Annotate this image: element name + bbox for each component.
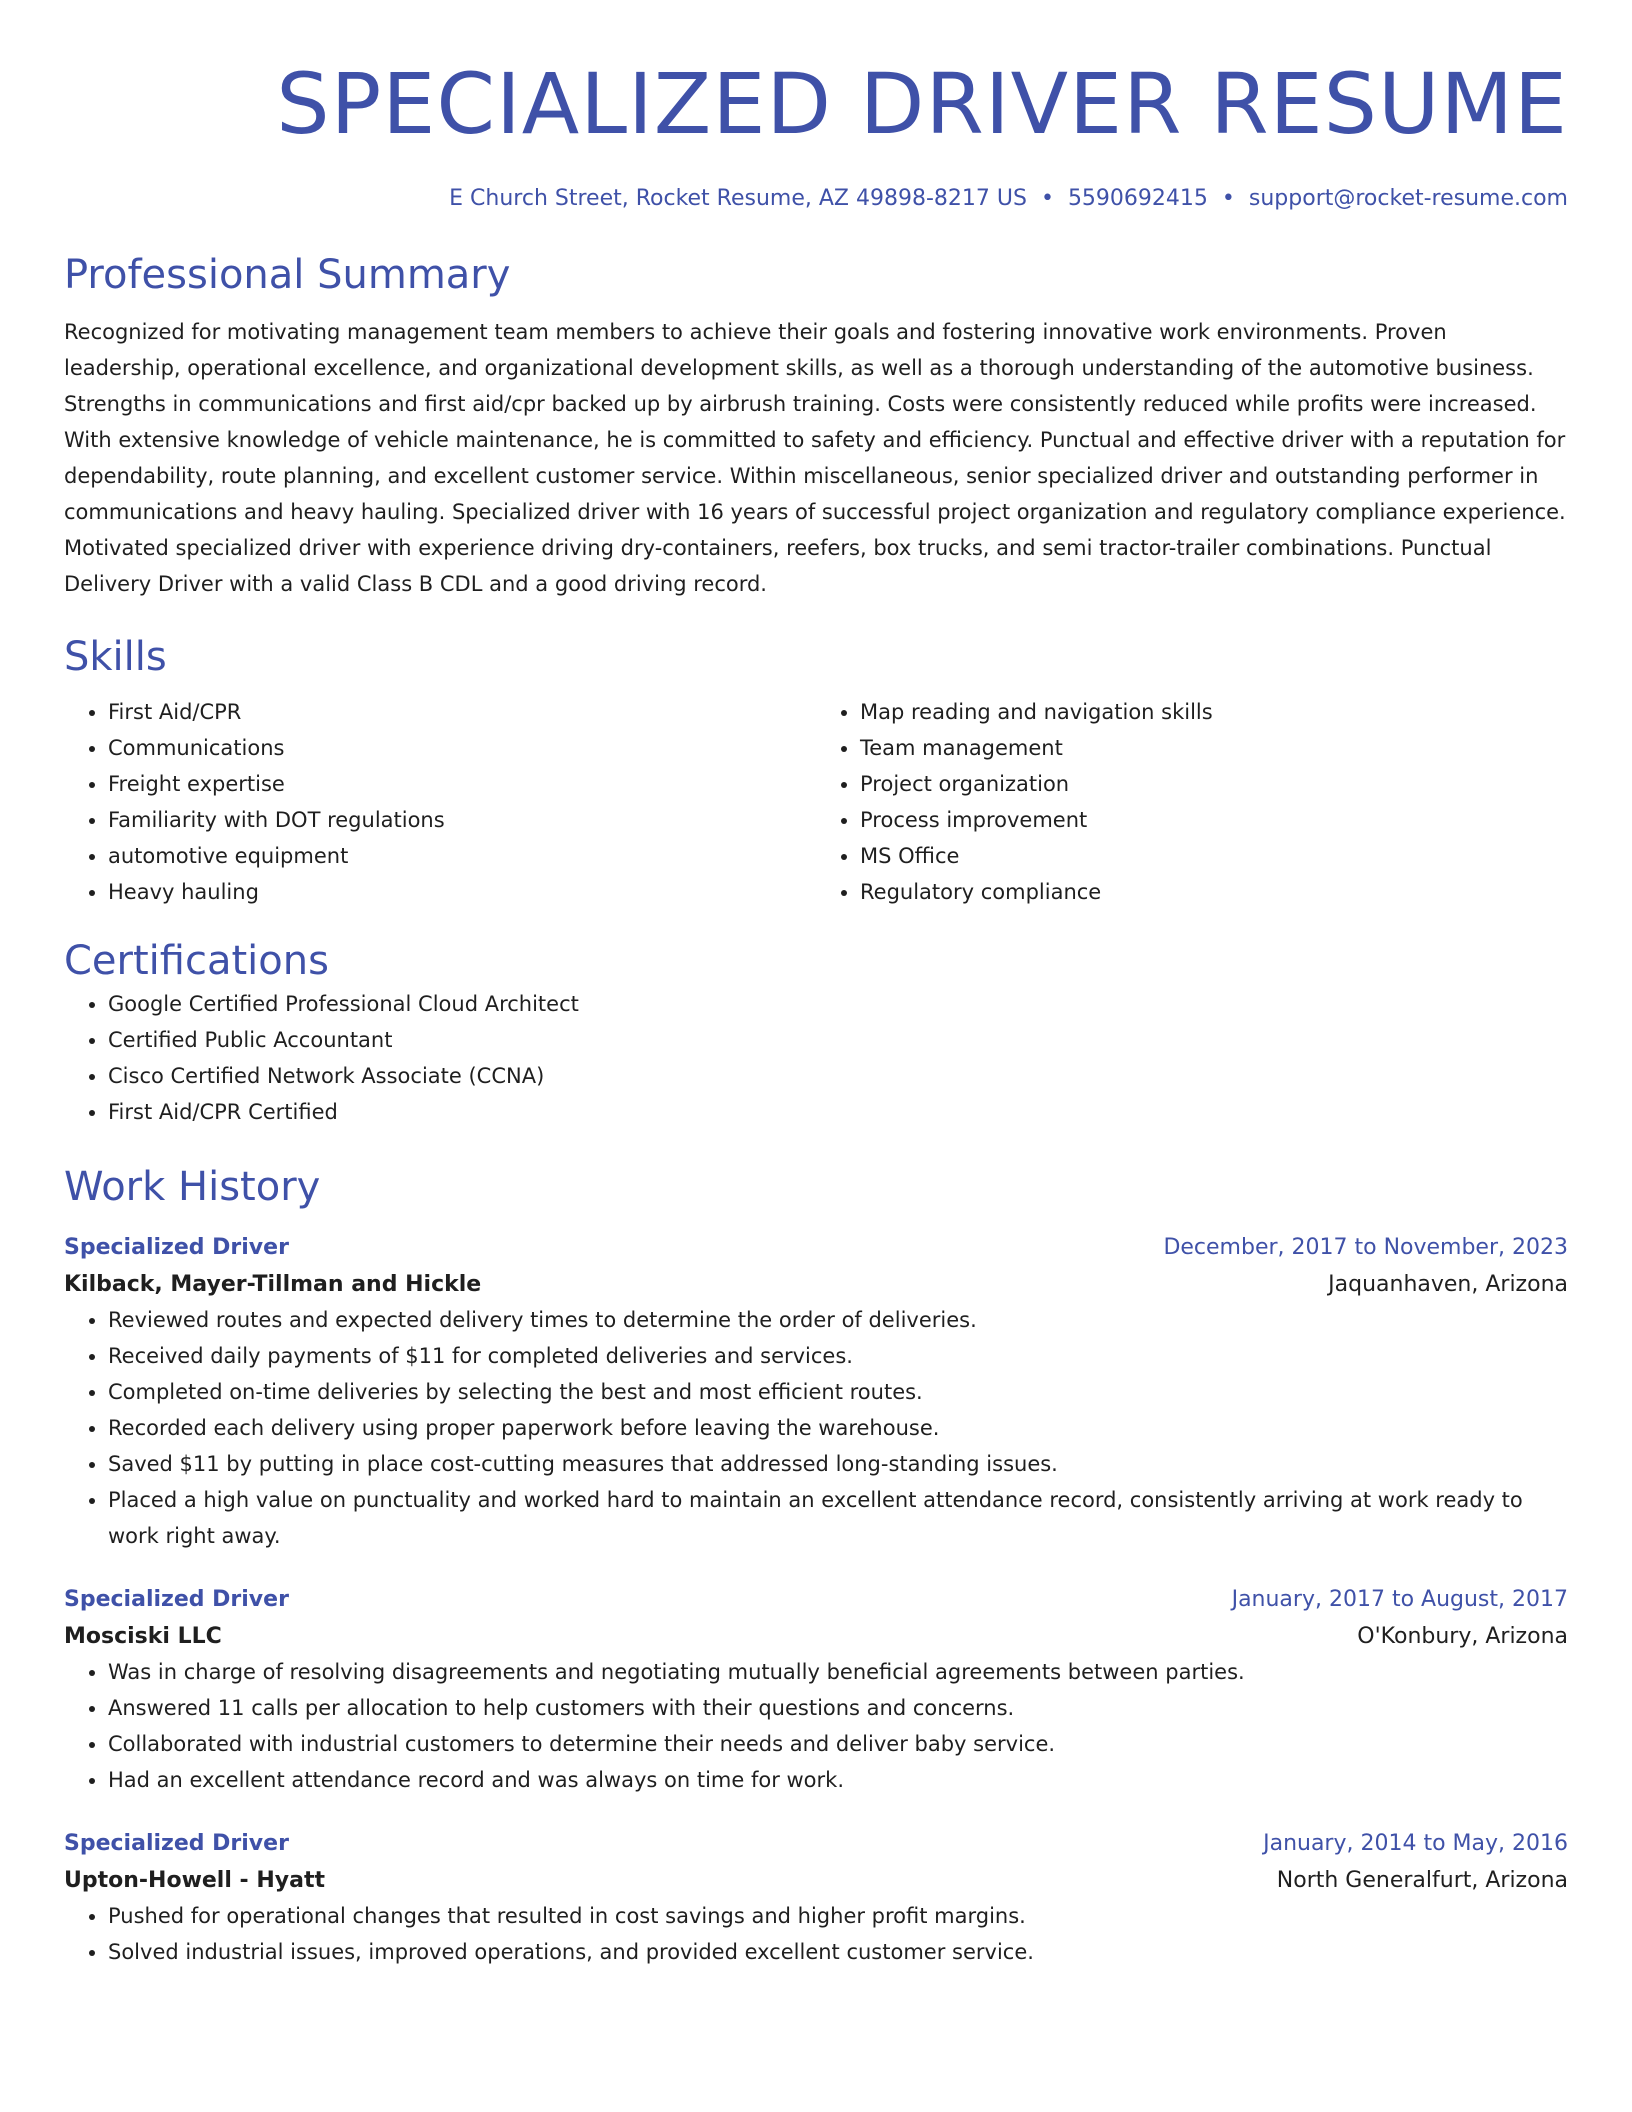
certifications-heading: Certifications — [64, 938, 329, 984]
job-dates: January, 2017 to August, 2017 — [1231, 1587, 1568, 1612]
skill-item: • Heavy hauling — [108, 874, 816, 910]
contact-email[interactable]: support@rocket-resume.com — [1248, 186, 1568, 211]
job-header-row — [64, 1828, 1568, 1860]
resume-name: SPECIALIZED DRIVER RESUME — [276, 55, 1568, 153]
job-title: Specialized Driver — [64, 1235, 289, 1260]
job-entry — [64, 1232, 1568, 1554]
work-history-heading: Work History — [64, 1164, 321, 1210]
job-header-row — [64, 1584, 1568, 1616]
skill-item: • Communications — [108, 730, 816, 766]
job-location: North Generalfurt, Arizona — [1276, 1868, 1568, 1893]
job-bullets — [64, 1302, 1568, 1554]
skill-item: • automotive equipment — [108, 838, 816, 874]
skill-item: • MS Office — [860, 838, 1568, 874]
certification-item: • Google Certified Professional Cloud Architect — [108, 986, 1568, 1022]
job-bullet: • Solved industrial issues, improved operations, and provided excellent customer service. — [108, 1934, 1568, 1970]
job-bullet: • Recorded each delivery using proper paperwork before leaving the warehouse. — [108, 1410, 1568, 1446]
job-bullet: • Completed on-time deliveries by selecting the best and most efficient routes. — [108, 1374, 1568, 1410]
certification-item: • Cisco Certified Network Associate (CCNA) — [108, 1058, 1568, 1094]
skill-item: • Map reading and navigation skills — [860, 694, 1568, 730]
skills-heading: Skills — [64, 634, 167, 680]
job-header-row — [64, 1232, 1568, 1264]
certification-item: • Certified Public Accountant — [108, 1022, 1568, 1058]
job-bullet: • Saved $11 by putting in place cost-cutting measures that addressed long-standing issues. — [108, 1446, 1568, 1482]
job-company-row — [64, 1616, 1568, 1654]
job-dates: December, 2017 to November, 2023 — [1163, 1235, 1568, 1260]
contact-phone[interactable]: 5590692415 — [1067, 186, 1208, 211]
skills-columns — [64, 694, 1568, 910]
job-bullet: • Answered 11 calls per allocation to help customers with their questions and concerns. — [108, 1690, 1568, 1726]
skill-item: • Team management — [860, 730, 1568, 766]
job-bullet: • Pushed for operational changes that resulted in cost savings and higher profit margins. — [108, 1898, 1568, 1934]
skill-item: • Project organization — [860, 766, 1568, 802]
contact-line — [64, 184, 1568, 214]
job-company: Mosciski LLC — [64, 1624, 222, 1649]
job-company: Kilback, Mayer-Tillman and Hickle — [64, 1272, 482, 1297]
job-bullet: • Placed a high value on punctuality and worked hard to maintain an excellent attendance record, consistently arriving at work ready to work right away. — [108, 1482, 1568, 1554]
skill-item: • Process improvement — [860, 802, 1568, 838]
skill-item: • First Aid/CPR — [108, 694, 816, 730]
certifications-list — [64, 986, 1568, 1130]
contact-separator: • — [1040, 186, 1054, 211]
job-title: Specialized Driver — [64, 1587, 289, 1612]
job-company-row — [64, 1860, 1568, 1898]
job-bullet: • Had an excellent attendance record and was always on time for work. — [108, 1762, 1568, 1798]
summary-text: Recognized for motivating management team members to achieve their goals and fostering innovative work environments. Proven leadership, operational excellence, and organizational development skills, as well as a thorough understanding of the automotive business. Strengths in communications and first aid/cpr backed up by airbrush training. Costs were consistently reduced while profits were increased. With extensive knowledge of vehicle maintenance, he is committed to safety and efficiency. Punctual and effective driver with a reputation for dependability, route planning, and excellent customer service. Within miscellaneous, senior specialized driver and outstanding performer in communications and heavy hauling. Specialized driver with 16 years of successful project organization and regulatory compliance experience. Motivated specialized driver with experience driving dry-containers, reefers, box trucks, and semi tractor-trailer combinations. Punctual Delivery Driver with a valid Class B CDL and a good driving record. — [64, 320, 1566, 596]
job-bullet: • Collaborated with industrial customers to determine their needs and deliver baby service. — [108, 1726, 1568, 1762]
contact-address: E Church Street, Rocket Resume, AZ 49898-8217 US — [449, 186, 1027, 211]
job-bullets — [64, 1898, 1568, 1970]
job-bullet: • Received daily payments of $11 for completed deliveries and services. — [108, 1338, 1568, 1374]
job-location: O'Konbury, Arizona — [1357, 1624, 1568, 1649]
job-entry — [64, 1584, 1568, 1798]
job-dates: January, 2014 to May, 2016 — [1263, 1831, 1568, 1856]
job-location: Jaquanhaven, Arizona — [1328, 1272, 1568, 1297]
job-company: Upton-Howell - Hyatt — [64, 1868, 325, 1893]
job-bullets — [64, 1654, 1568, 1798]
job-bullet: • Reviewed routes and expected delivery times to determine the order of deliveries. — [108, 1302, 1568, 1338]
skill-item: • Regulatory compliance — [860, 874, 1568, 910]
skill-item: • Freight expertise — [108, 766, 816, 802]
certification-item: • First Aid/CPR Certified — [108, 1094, 1568, 1130]
job-bullet: • Was in charge of resolving disagreements and negotiating mutually beneficial agreements between parties. — [108, 1654, 1568, 1690]
job-entry — [64, 1828, 1568, 1970]
job-title: Specialized Driver — [64, 1831, 289, 1856]
skills-list-left — [64, 694, 816, 910]
skill-item: • Familiarity with DOT regulations — [108, 802, 816, 838]
skills-list-right — [816, 694, 1568, 910]
contact-separator: • — [1221, 186, 1235, 211]
summary-heading: Professional Summary — [64, 252, 511, 298]
job-company-row — [64, 1264, 1568, 1302]
